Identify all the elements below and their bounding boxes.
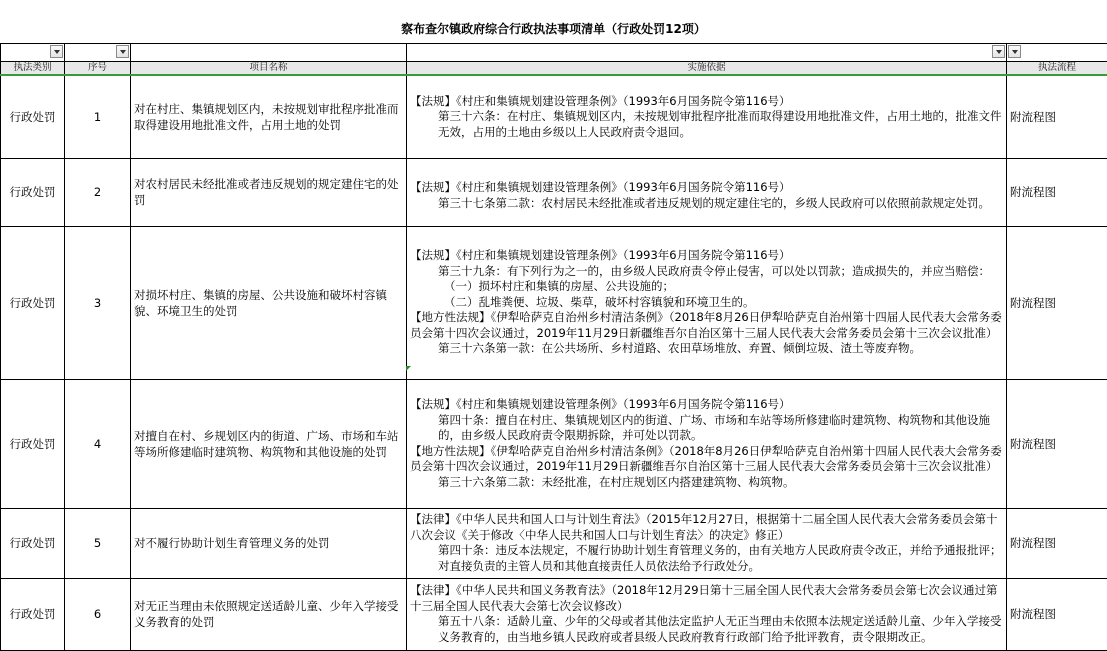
table-row — [1, 578, 1107, 650]
basis-line: 【法规】《村庄和集镇规划建设管理条例》（1993年6月国务院令第116号） — [410, 180, 1003, 196]
basis-cell[interactable] — [407, 379, 1007, 508]
filter-dropdown-button[interactable] — [1008, 45, 1021, 58]
flow-cell[interactable]: 附流程图 — [1007, 158, 1107, 226]
column-header[interactable]: 序号 — [65, 62, 131, 76]
basis-clip — [410, 583, 1003, 645]
project-name-cell[interactable]: 对无正当理由未依照规定送适龄儿童、少年入学接受义务教育的处罚 — [131, 578, 407, 650]
basis-line: 【法规】《村庄和集镇规划建设管理条例》（1993年6月国务院令第116号） — [410, 94, 1003, 110]
table-row — [1, 75, 1107, 158]
project-name-cell[interactable]: 对不履行协助计划生育管理义务的处罚 — [131, 508, 407, 578]
number-cell[interactable]: 5 — [65, 508, 131, 578]
basis-cell[interactable] — [407, 158, 1007, 226]
table-row — [1, 379, 1107, 508]
filter-cell-flow — [1007, 44, 1107, 62]
filter-cell-name — [131, 44, 407, 62]
category-cell[interactable]: 行政处罚 — [1, 379, 65, 508]
table-row — [1, 158, 1107, 226]
number-cell[interactable]: 4 — [65, 379, 131, 508]
category-cell[interactable]: 行政处罚 — [1, 508, 65, 578]
filter-row — [1, 44, 1107, 62]
flow-cell[interactable]: 附流程图 — [1007, 508, 1107, 578]
basis-line: 第三十六条第一款：在公共场所、乡村道路、农田草场堆放、弃置、倾倒垃圾、渣土等废弃物。 — [410, 341, 1003, 357]
column-header-row — [1, 62, 1107, 76]
basis-line: 【地方性法规】《伊犁哈萨克自治州乡村清洁条例》（2018年8月26日伊犁哈萨克自治州第十四届人民代表大会常务委员会第十四次会议通过，2019年11月29日新疆维吾尔自治区第十三届人民代表大会常务委员会第十三次会议批准） — [410, 444, 1003, 475]
basis-line: 【地方性法规】《伊犁哈萨克自治州乡村清洁条例》（2018年8月26日伊犁哈萨克自治州第十四届人民代表大会常务委员会第十四次会议通过，2019年11月29日新疆维吾尔自治区第十三届人民代表大会常务委员会第十三次会议批准） — [410, 310, 1003, 341]
project-name-cell[interactable]: 对农村居民未经批准或者违反规划的规定建住宅的处罚 — [131, 158, 407, 226]
table-row — [1, 226, 1107, 379]
number-cell[interactable]: 1 — [65, 75, 131, 158]
chevron-down-icon — [1012, 50, 1018, 54]
basis-line: 【法律】《中华人民共和国人口与计划生育法》（2015年12月27日，根据第十二届全国人民代表大会常务委员会第十八次会议《关于修改〈中华人民共和国人口与计划生育法〉的决定》修正） — [410, 512, 1003, 543]
filter-cell-basis — [407, 44, 1007, 62]
basis-line: 第三十七条第二款：农村居民未经批准或者违反规划的规定建住宅的，乡级人民政府可以依照前款规定处罚。 — [410, 196, 1003, 212]
basis-line: 【法规】《村庄和集镇规划建设管理条例》（1993年6月国务院令第116号） — [410, 248, 1003, 264]
basis-line: 第四十条：擅自在村庄、集镇规划区内的街道、广场、市场和车站等场所修建临时建筑物、构筑物和其他设施的，由乡级人民政府责令限期拆除，并可处以罚款。 — [410, 413, 1003, 444]
basis-cell[interactable] — [407, 226, 1007, 379]
filter-dropdown-button[interactable] — [116, 45, 129, 58]
basis-cell[interactable] — [407, 508, 1007, 578]
flow-cell[interactable]: 附流程图 — [1007, 226, 1107, 379]
basis-cell[interactable] — [407, 578, 1007, 650]
filter-cell-num — [65, 44, 131, 62]
flow-cell[interactable]: 附流程图 — [1007, 75, 1107, 158]
basis-line: 第三十六条第二款：未经批准，在村庄规划区内搭建建筑物、构筑物。 — [410, 475, 1003, 491]
column-header[interactable]: 执法流程 — [1007, 62, 1107, 76]
category-cell[interactable]: 行政处罚 — [1, 75, 65, 158]
filter-dropdown-button[interactable] — [992, 45, 1005, 58]
filter-dropdown-button[interactable] — [50, 45, 63, 58]
basis-line: 第三十六条：在村庄、集镇规划区内，未按规划审批程序批准而取得建设用地批准文件，占用土地的，批准文件无效，占用的土地由乡级以上人民政府责令退回。 — [410, 109, 1003, 140]
basis-line: 【法规】《村庄和集镇规划建设管理条例》（1993年6月国务院令第116号） — [410, 397, 1003, 413]
basis-cell[interactable] — [407, 75, 1007, 158]
enforcement-table — [0, 43, 1107, 651]
basis-line: 第四十条：违反本法规定，不履行协助计划生育管理义务的，由有关地方人民政府责令改正，并给予通报批评；对直接负责的主管人员和其他直接责任人员依法给予行政处分。 — [410, 543, 1003, 574]
column-header[interactable]: 项目名称 — [131, 62, 407, 76]
number-cell[interactable]: 3 — [65, 226, 131, 379]
basis-line: （一）损坏村庄和集镇的房屋、公共设施的； — [410, 279, 1003, 295]
project-name-cell[interactable]: 对在村庄、集镇规划区内，未按规划审批程序批准而取得建设用地批准文件，占用土地的处罚 — [131, 75, 407, 158]
flow-cell[interactable]: 附流程图 — [1007, 379, 1107, 508]
flow-cell[interactable]: 附流程图 — [1007, 578, 1107, 650]
basis-line: 第五十八条：适龄儿童、少年的父母或者其他法定监护人无正当理由未依照本法规定送适龄儿童、少年入学接受义务教育的，由当地乡镇人民政府或者县级人民政府教育行政部门给予批评教育，责令限期改正。 — [410, 614, 1003, 645]
category-cell[interactable]: 行政处罚 — [1, 226, 65, 379]
project-name-cell[interactable]: 对损坏村庄、集镇的房屋、公共设施和破坏村容镇貌、环境卫生的处罚 — [131, 226, 407, 379]
number-cell[interactable]: 2 — [65, 158, 131, 226]
chevron-down-icon — [120, 50, 126, 54]
basis-line: （二）乱堆粪便、垃圾、柴草，破坏村容镇貌和环境卫生的。 — [410, 295, 1003, 311]
basis-line: 第三十九条：有下列行为之一的，由乡级人民政府责令停止侵害，可以处以罚款；造成损失的，并应当赔偿： — [410, 264, 1003, 280]
basis-clip — [410, 397, 1003, 490]
column-header[interactable]: 实施依据 — [407, 62, 1007, 76]
table-row — [1, 508, 1107, 578]
chevron-down-icon — [54, 50, 60, 54]
sheet-title: 察布查尔镇政府综合行政执法事项清单（行政处罚12项） — [0, 14, 1107, 44]
basis-line: 【法律】《中华人民共和国义务教育法》（2018年12月29日第十三届全国人民代表大会常务委员会第七次会议通过第十三届全国人民代表大会第七次会议修改） — [410, 583, 1003, 614]
category-cell[interactable]: 行政处罚 — [1, 158, 65, 226]
project-name-cell[interactable]: 对擅自在村、乡规划区内的街道、广场、市场和车站等场所修建临时建筑物、构筑物和其他设施的处罚 — [131, 379, 407, 508]
category-cell[interactable]: 行政处罚 — [1, 578, 65, 650]
filter-cell-category — [1, 44, 65, 62]
comment-indicator — [406, 366, 411, 371]
chevron-down-icon — [996, 50, 1002, 54]
number-cell[interactable]: 6 — [65, 578, 131, 650]
column-header[interactable]: 执法类别 — [1, 62, 65, 76]
